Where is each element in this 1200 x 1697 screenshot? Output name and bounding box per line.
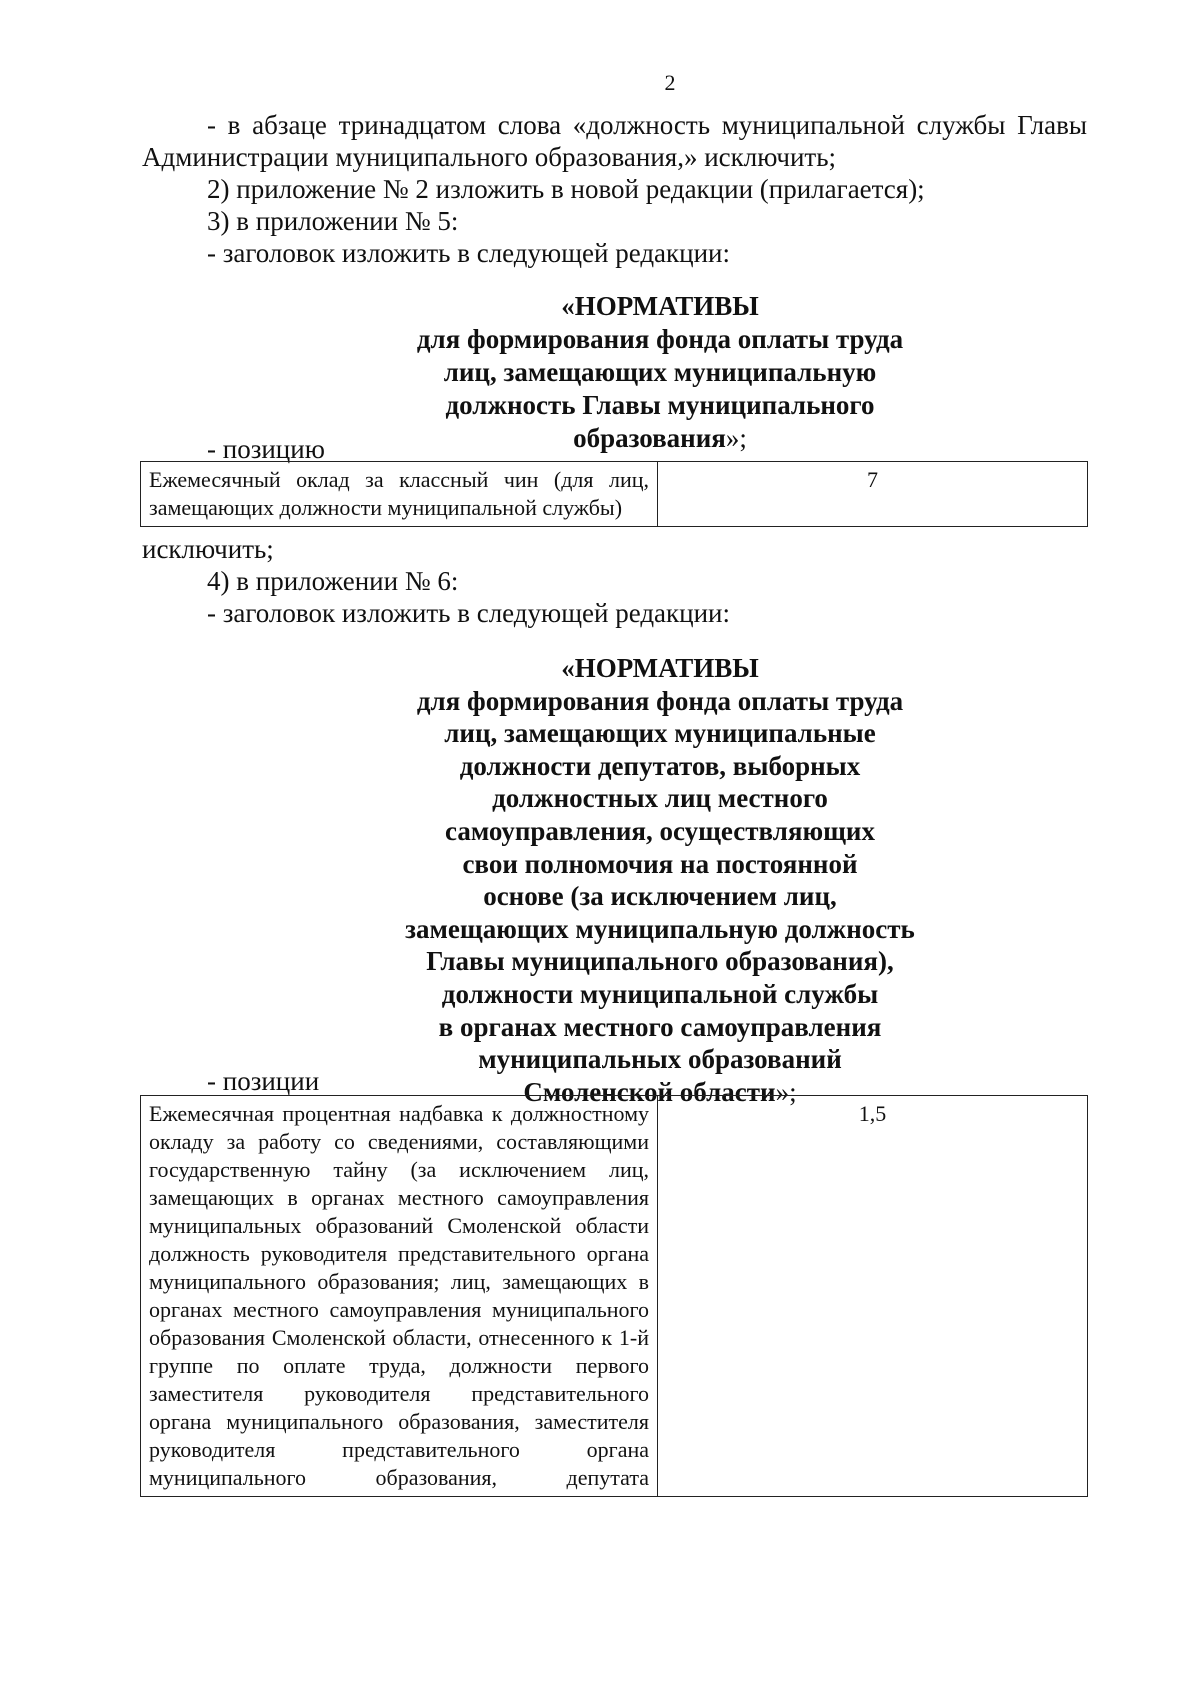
heading-2-line: в органах местного самоуправления: [438, 1011, 882, 1042]
heading-2-line: лиц, замещающих муниципальные: [444, 718, 876, 749]
cell-line: группе по оплате труда, должности первого: [149, 1353, 649, 1378]
cell-line: замещающих должности муниципальной службы): [149, 495, 623, 520]
heading-2-line: «НОРМАТИВЫ: [561, 653, 759, 683]
heading-2-line: основе (за исключением лиц,: [483, 881, 837, 912]
position-2-label: - позиции: [207, 1066, 320, 1096]
table-row: [141, 462, 1088, 527]
cell-line: органа муниципального образования, заместителя: [149, 1409, 649, 1434]
item-4-heading-note: - заголовок изложить в следующей редакции:: [207, 598, 731, 628]
position-2-table: [140, 1095, 1088, 1497]
heading-1-line: «НОРМАТИВЫ: [561, 291, 759, 321]
heading-2-line: муниципальных образований: [478, 1044, 842, 1075]
cell-line: должность руководителя представительного органа: [149, 1241, 649, 1266]
cell-line: Ежемесячная процентная надбавка к должностному: [149, 1101, 649, 1126]
intro-line-1: - в абзаце тринадцатом слова «должность муниципальной службы Главы: [207, 110, 1087, 140]
cell-line: государственную тайну (за исключением лиц,: [149, 1157, 649, 1182]
heading-2-closing: »;: [775, 1076, 797, 1107]
position-1-value: 7: [658, 462, 1088, 527]
heading-normatives-1: [360, 290, 960, 455]
cell-line: замещающих в органах местного самоуправления: [149, 1185, 649, 1210]
position-1-label: - позицию: [207, 434, 325, 464]
heading-1-closing: »;: [725, 423, 747, 453]
item-2: 2) приложение № 2 изложить в новой редакции (прилагается);: [207, 174, 925, 204]
heading-1-line: лиц, замещающих муниципальную: [443, 357, 877, 387]
cell-line: муниципальных образований Смоленской области: [149, 1213, 649, 1238]
page-number: 2: [664, 70, 676, 95]
position-2-description: [141, 1096, 658, 1497]
cell-line: муниципального образования; лиц, замещающих в: [149, 1269, 649, 1294]
heading-2-line: должности муниципальной службы: [441, 978, 879, 1009]
heading-2-line: замещающих муниципальную должность: [405, 913, 915, 944]
heading-2-line: Главы муниципального образования),: [426, 946, 894, 977]
item-3-heading-note: - заголовок изложить в следующей редакции:: [207, 238, 731, 268]
cell-line: муниципального образования, депутата: [149, 1465, 649, 1490]
heading-2-line: для формирования фонда оплаты труда: [416, 685, 904, 716]
position-1-description: [141, 462, 658, 527]
cell-line: образования Смоленской области, отнесенного к 1-й: [149, 1325, 649, 1350]
heading-1-line: для формирования фонда оплаты труда: [416, 324, 904, 354]
cell-line: окладу за работу со сведениями, составляющими: [149, 1129, 649, 1154]
table-row: [141, 1096, 1088, 1497]
cell-line: Ежемесячный оклад за классный чин (для лиц,: [149, 467, 649, 492]
cell-line: заместителя руководителя представительного: [149, 1381, 649, 1406]
cell-line: руководителя представительного органа: [149, 1437, 649, 1462]
heading-2-line: Смоленской области: [523, 1076, 776, 1107]
item-4: 4) в приложении № 6:: [207, 566, 459, 596]
heading-2-line: должности депутатов, выборных: [459, 750, 861, 781]
cell-line: органах местного самоуправления муниципального: [149, 1297, 649, 1322]
item-3: 3) в приложении № 5:: [207, 206, 459, 236]
heading-1-line: должность Главы муниципального: [445, 390, 875, 420]
heading-2-line: свои полномочия на постоянной: [462, 848, 858, 879]
position-2-value: 1,5: [658, 1096, 1088, 1497]
intro-line-2: Администрации муниципального образования,» исключить;: [142, 142, 837, 172]
heading-2-line: должностных лиц местного: [492, 783, 828, 814]
position-1-table: [140, 461, 1088, 527]
heading-normatives-2: [360, 652, 960, 1108]
heading-1-line: образования: [573, 423, 726, 453]
heading-2-line: самоуправления, осуществляющих: [445, 815, 875, 846]
position-1-after: исключить;: [142, 534, 274, 564]
